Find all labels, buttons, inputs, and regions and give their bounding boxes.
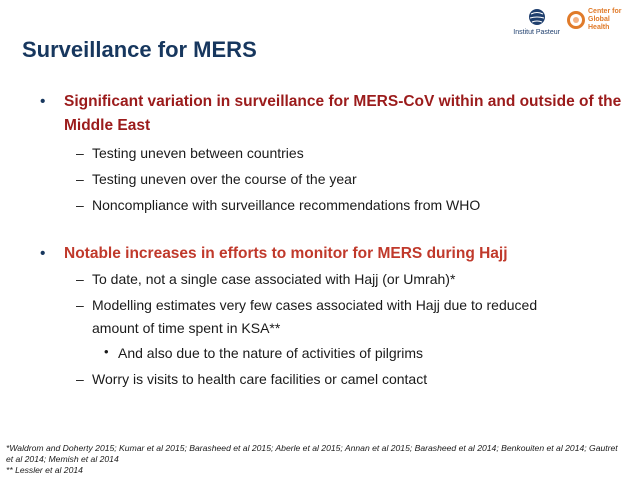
sub-item-text: To date, not a single case associated with Hajj (or Umrah)* <box>92 271 456 287</box>
dash-marker: – <box>76 271 84 287</box>
bullet-dot: • <box>40 245 46 262</box>
subsub-item-text: And also due to the nature of activities of pilgrims <box>118 345 424 361</box>
sub-item-text: Worry is visits to health care facilities or camel contact <box>92 371 428 387</box>
subsub-dot: • <box>104 344 109 359</box>
dash-marker: – <box>76 197 84 213</box>
footnote-references: *Waldrom and Doherty 2015; Kumar et al 2015; Barasheed et al 2015; Aberle et al 2015; Annan et al 2015; Barasheed et al 2014; Benkouiten et al 2014; Gautret et al 2014; Memish et al 2014 <box>6 443 618 464</box>
sub-item-text: Testing uneven between countries <box>92 145 304 161</box>
dash-marker: – <box>76 371 84 387</box>
center-global-health-label: Center for Global Health <box>588 8 622 31</box>
sub-item-text: Modelling estimates very few cases associated with Hajj due to reduced amount of time spent in KSA** <box>92 297 538 336</box>
dash-marker: – <box>76 297 84 313</box>
dash-marker: – <box>76 171 84 187</box>
sub-item-text: Noncompliance with surveillance recommendations from WHO <box>92 197 481 213</box>
bullet-2-text: Notable increases in efforts to monitor for MERS during Hajj <box>64 245 508 262</box>
logo-group <box>513 8 630 36</box>
institut-pasteur-logo <box>513 8 560 36</box>
bullet-1-text: Significant variation in surveillance for MERS-CoV within and outside of the Middle East <box>64 93 622 134</box>
footnote-modelling-reference: ** Lessler et al 2014 <box>6 465 83 475</box>
bullet-dot: • <box>40 93 46 110</box>
dash-marker: – <box>76 145 84 161</box>
sub-item-text: Testing uneven over the course of the year <box>92 171 357 187</box>
page-title: Surveillance for MERS <box>22 37 257 62</box>
globe-icon <box>528 8 546 28</box>
ring-icon <box>566 10 586 30</box>
institut-pasteur-label: Institut Pasteur <box>513 29 560 36</box>
center-global-health-logo <box>566 8 630 32</box>
footnote <box>6 443 626 476</box>
